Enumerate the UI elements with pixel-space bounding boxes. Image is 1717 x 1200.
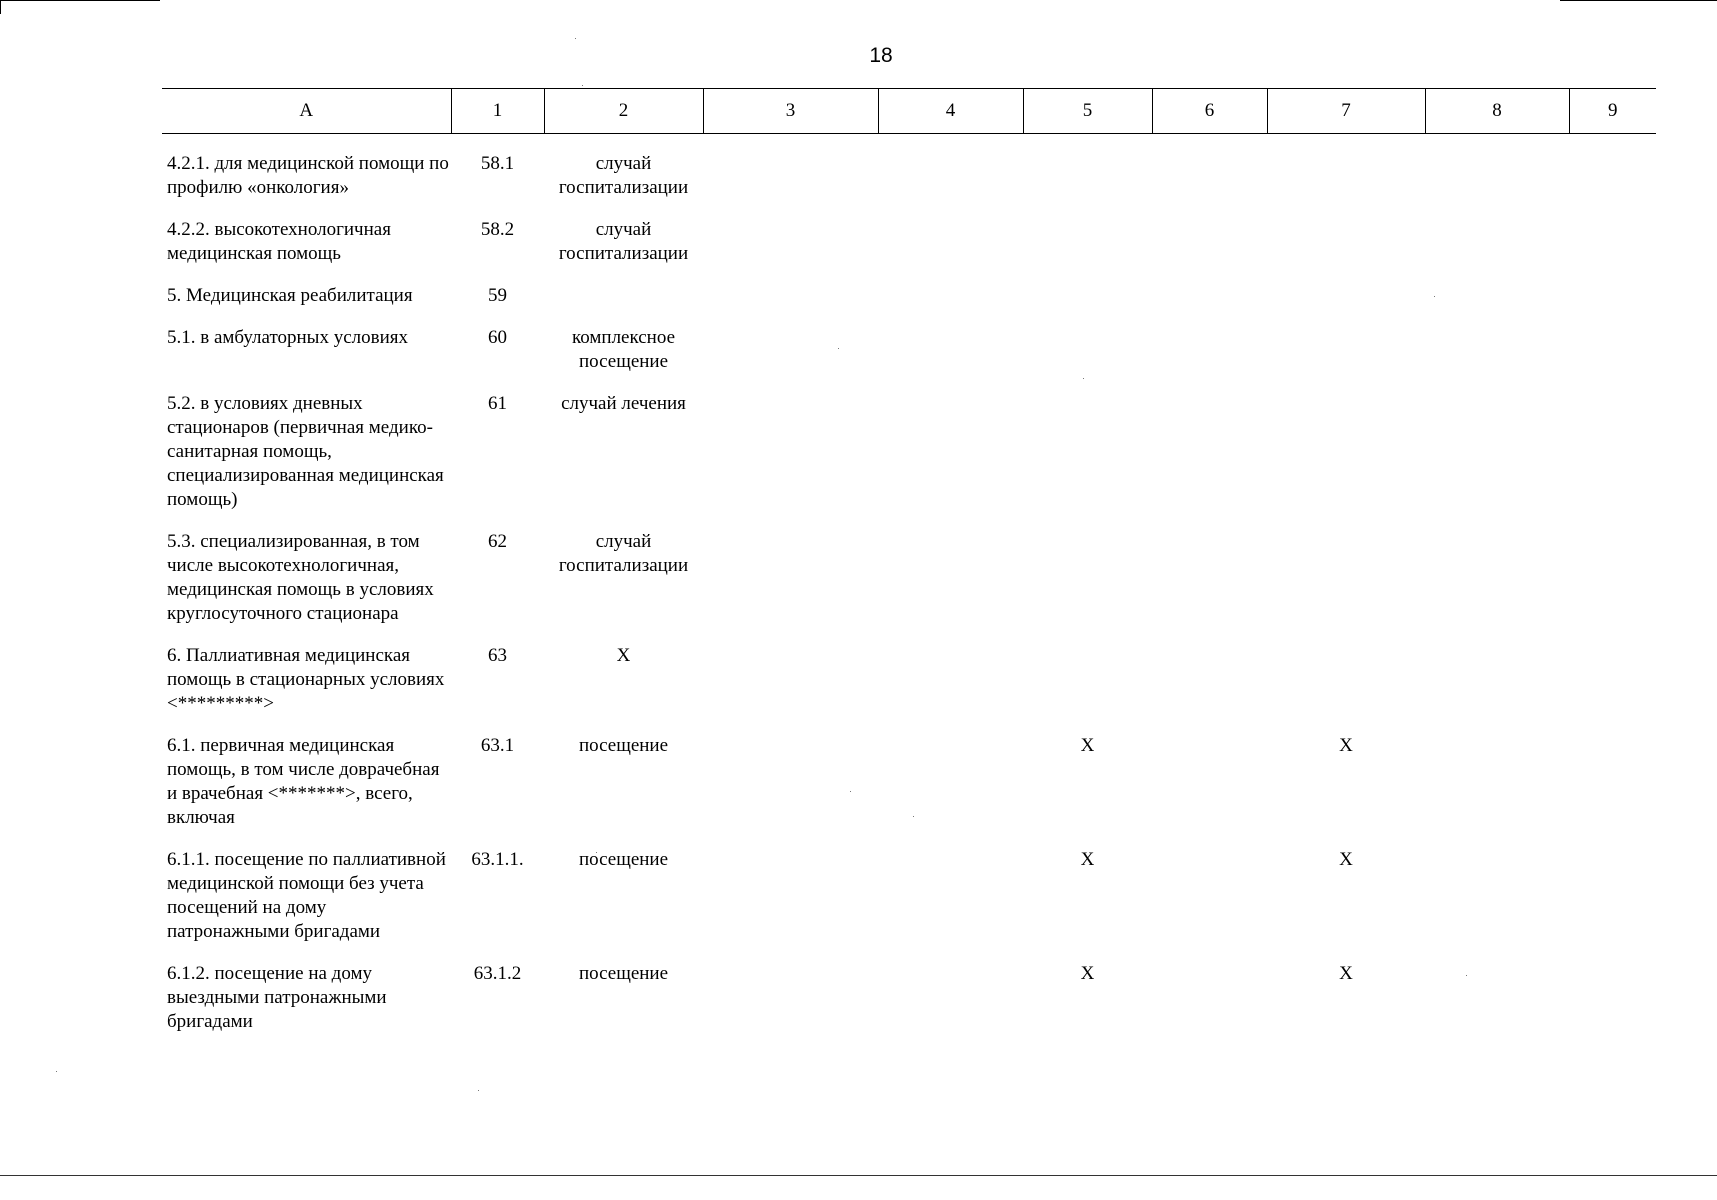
row-col5: [1023, 392, 1152, 512]
scan-edge-left-corner: [0, 0, 1, 14]
row-col5: [1023, 152, 1152, 200]
row-col5: X: [1080, 963, 1095, 984]
row-unit: X: [616, 645, 631, 666]
header-cell-5: 5: [1023, 89, 1152, 134]
table-row: [162, 530, 1656, 626]
row-number: 59: [488, 285, 507, 306]
row-number: 58.1: [480, 153, 515, 174]
row-number: 62: [488, 531, 507, 552]
row-col5: X: [1080, 735, 1095, 756]
row-label: 4.2.2. высокотехнологичная медицинская помощь: [167, 219, 391, 264]
row-label: 6.1.1. посещение по паллиативной медицинской помощи без учета посещений на дому патронажными бригадами: [167, 849, 446, 942]
header-cell-a: А: [162, 89, 451, 134]
row-col5: [1023, 530, 1152, 626]
row-unit: посещение: [578, 735, 669, 756]
row-col7: [1267, 530, 1425, 626]
row-col7: [1267, 392, 1425, 512]
table-row: [162, 962, 1656, 1034]
row-col7: X: [1339, 735, 1353, 756]
table-row: [162, 644, 1656, 716]
row-label: 5.2. в условиях дневных стационаров (первичная медико-санитарная помощь, специализированная медицинская помощь): [167, 393, 444, 510]
header-cell-3: 3: [703, 89, 878, 134]
row-number: 63.1: [480, 735, 515, 756]
table-row: [162, 848, 1656, 944]
row-unit: комплексное посещение: [571, 327, 676, 372]
scan-speck: [575, 38, 576, 39]
table-row: [162, 152, 1656, 200]
row-col5: [1023, 284, 1152, 308]
row-unit: случай госпитализации: [558, 531, 689, 576]
row-number: 60: [488, 327, 507, 348]
header-cell-1: 1: [451, 89, 544, 134]
row-label: 4.2.1. для медицинской помощи по профилю «онкология»: [167, 153, 449, 198]
row-label: 5.1. в амбулаторных условиях: [167, 327, 408, 348]
row-col5: [1023, 326, 1152, 374]
row-number: 63: [488, 645, 507, 666]
row-col7: [1267, 644, 1425, 716]
scan-edge-top-left: [0, 0, 160, 1]
row-number: 63.1.2: [473, 963, 522, 984]
header-cell-9: 9: [1569, 89, 1656, 134]
page-number: 18: [869, 44, 893, 67]
header-cell-4: 4: [878, 89, 1023, 134]
row-col7: X: [1339, 849, 1353, 870]
table-row: [162, 392, 1656, 512]
row-label: 5.3. специализированная, в том числе высокотехнологичная, медицинская помощь в условиях круглосуточного стационара: [167, 531, 434, 624]
row-unit: случай госпитализации: [558, 153, 689, 198]
row-number: 58.2: [480, 219, 515, 240]
row-number: 63.1.1.: [471, 849, 524, 870]
row-unit: случай госпитализации: [558, 219, 689, 264]
row-unit: случай лечения: [561, 393, 686, 414]
row-col5: [1023, 644, 1152, 716]
header-cell-8: 8: [1425, 89, 1569, 134]
document-table: [162, 88, 1656, 1034]
scan-speck: [582, 85, 583, 86]
scan-speck: [56, 1071, 57, 1072]
row-label: 6. Паллиативная медицинская помощь в стационарных условиях <*********>: [167, 645, 445, 714]
row-unit: посещение: [578, 849, 669, 870]
row-col7: [1267, 152, 1425, 200]
header-cell-7: 7: [1267, 89, 1425, 134]
row-col7: X: [1339, 963, 1353, 984]
scan-speck: [478, 1090, 479, 1091]
header-cell-6: 6: [1152, 89, 1267, 134]
row-unit: посещение: [578, 963, 669, 984]
table-row: [162, 734, 1656, 830]
row-label: 6.1. первичная медицинская помощь, в том числе доврачебная и врачебная <*******>, всего, включая: [167, 735, 440, 828]
row-col7: [1267, 218, 1425, 266]
row-col5: [1023, 218, 1152, 266]
table-row: [162, 326, 1656, 374]
table-row: [162, 284, 1656, 308]
header-cell-2: 2: [544, 89, 703, 134]
scan-edge-top-right: [1560, 0, 1717, 1]
row-col7: [1267, 326, 1425, 374]
row-col7: [1267, 284, 1425, 308]
row-label: 6.1.2. посещение на дому выездными патронажными бригадами: [167, 963, 387, 1032]
table-row: [162, 218, 1656, 266]
row-unit: [544, 284, 703, 308]
header-row: [162, 89, 1656, 134]
row-col5: X: [1080, 849, 1095, 870]
row-label: 5. Медицинская реабилитация: [167, 285, 413, 306]
scan-edge-bottom: [0, 1175, 1717, 1176]
row-number: 61: [488, 393, 507, 414]
